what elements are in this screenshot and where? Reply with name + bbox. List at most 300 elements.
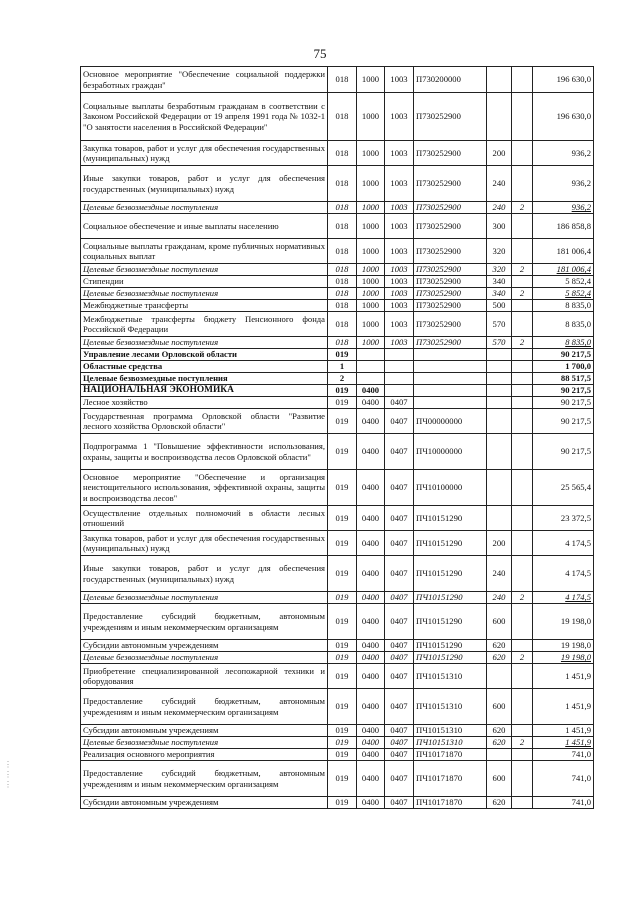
- funding-source-code: [512, 349, 533, 361]
- row-name: Основное мероприятие "Обеспечение и организация неистощительного использования, эффективной охраны, защиты и воспроизводства лесов": [81, 470, 328, 506]
- target-article-code: П730252900: [414, 300, 487, 312]
- target-article-code: ПЧ10151310: [414, 689, 487, 725]
- table-row: [81, 725, 594, 737]
- amount: 19 198,0: [533, 604, 594, 640]
- table-row: [81, 385, 594, 397]
- table-row: [81, 797, 594, 809]
- table-row: [81, 592, 594, 604]
- row-name: Целевые безвозмездные поступления: [81, 652, 328, 664]
- ved-code: 019: [328, 506, 357, 531]
- expense-type-code: 340: [487, 288, 512, 300]
- expense-type-code: [487, 749, 512, 761]
- ved-code: 018: [328, 276, 357, 288]
- ved-code: 019: [328, 640, 357, 652]
- table-row: [81, 434, 594, 470]
- row-name: Предоставление субсидий бюджетным, автономным учреждениям и иным некоммерческим организациям: [81, 604, 328, 640]
- section-code: 0400: [357, 409, 385, 434]
- subsection-code: 0407: [385, 664, 414, 689]
- section-code: 1000: [357, 337, 385, 349]
- subsection-code: 0407: [385, 470, 414, 506]
- table-body: [81, 67, 594, 809]
- target-article-code: ПЧ10151290: [414, 556, 487, 592]
- target-article-code: ПЧ10151310: [414, 737, 487, 749]
- funding-source-code: [512, 689, 533, 725]
- ved-code: 019: [328, 604, 357, 640]
- target-article-code: П730252900: [414, 214, 487, 239]
- expense-type-code: 570: [487, 312, 512, 337]
- table-row: [81, 166, 594, 202]
- table-row: [81, 397, 594, 409]
- funding-source-code: 2: [512, 288, 533, 300]
- subsection-code: 1003: [385, 276, 414, 288]
- amount: 90 217,5: [533, 434, 594, 470]
- table-row: [81, 556, 594, 592]
- section-code: 0400: [357, 725, 385, 737]
- amount: 196 630,0: [533, 93, 594, 141]
- row-name: Управление лесами Орловской области: [81, 349, 328, 361]
- target-article-code: ПЧ10151290: [414, 640, 487, 652]
- ved-code: 018: [328, 288, 357, 300]
- ved-code: 018: [328, 337, 357, 349]
- table-row: [81, 141, 594, 166]
- expense-type-code: 600: [487, 689, 512, 725]
- target-article-code: ПЧ10171870: [414, 761, 487, 797]
- section-code: 1000: [357, 264, 385, 276]
- expense-type-code: 240: [487, 202, 512, 214]
- funding-source-code: 2: [512, 737, 533, 749]
- ved-code: 019: [328, 349, 357, 361]
- expense-type-code: [487, 361, 512, 373]
- amount: 8 835,0: [533, 337, 594, 349]
- target-article-code: ПЧ10000000: [414, 434, 487, 470]
- funding-source-code: 2: [512, 202, 533, 214]
- amount: 4 174,5: [533, 531, 594, 556]
- amount: 90 217,5: [533, 349, 594, 361]
- row-name: Предоставление субсидий бюджетным, автономным учреждениям и иным некоммерческим организациям: [81, 689, 328, 725]
- table-row: [81, 470, 594, 506]
- section-code: 0400: [357, 604, 385, 640]
- subsection-code: 0407: [385, 506, 414, 531]
- amount: 19 198,0: [533, 640, 594, 652]
- row-name: Иные закупки товаров, работ и услуг для обеспечения государственных (муниципальных) нужд: [81, 166, 328, 202]
- ved-code: 019: [328, 797, 357, 809]
- section-code: 0400: [357, 749, 385, 761]
- row-name: Стипендии: [81, 276, 328, 288]
- target-article-code: ПЧ10171870: [414, 797, 487, 809]
- funding-source-code: [512, 556, 533, 592]
- funding-source-code: [512, 797, 533, 809]
- row-name: Закупка товаров, работ и услуг для обеспечения государственных (муниципальных) нужд: [81, 531, 328, 556]
- expense-type-code: 620: [487, 737, 512, 749]
- funding-source-code: [512, 506, 533, 531]
- funding-source-code: [512, 397, 533, 409]
- funding-source-code: [512, 761, 533, 797]
- funding-source-code: [512, 409, 533, 434]
- subsection-code: [385, 349, 414, 361]
- ved-code: 018: [328, 67, 357, 93]
- section-code: 0400: [357, 797, 385, 809]
- section-code: 0400: [357, 531, 385, 556]
- target-article-code: ПЧ10151290: [414, 652, 487, 664]
- amount: 741,0: [533, 749, 594, 761]
- amount: 5 852,4: [533, 288, 594, 300]
- ved-code: 019: [328, 761, 357, 797]
- funding-source-code: [512, 749, 533, 761]
- section-code: 1000: [357, 300, 385, 312]
- row-name: Целевые безвозмездные поступления: [81, 592, 328, 604]
- funding-source-code: [512, 214, 533, 239]
- table-row: [81, 749, 594, 761]
- funding-source-code: [512, 361, 533, 373]
- expense-type-code: [487, 385, 512, 397]
- section-code: 0400: [357, 397, 385, 409]
- amount: 88 517,5: [533, 373, 594, 385]
- subsection-code: 1003: [385, 93, 414, 141]
- target-article-code: ПЧ10171870: [414, 749, 487, 761]
- funding-source-code: [512, 93, 533, 141]
- amount: 1 451,9: [533, 737, 594, 749]
- row-name: Лесное хозяйство: [81, 397, 328, 409]
- section-code: 0400: [357, 434, 385, 470]
- section-code: 0400: [357, 592, 385, 604]
- funding-source-code: [512, 664, 533, 689]
- table-row: [81, 288, 594, 300]
- funding-source-code: [512, 640, 533, 652]
- subsection-code: 0407: [385, 749, 414, 761]
- subsection-code: 0407: [385, 689, 414, 725]
- funding-source-code: [512, 239, 533, 264]
- funding-source-code: [512, 373, 533, 385]
- row-name: Целевые безвозмездные поступления: [81, 264, 328, 276]
- expense-type-code: [487, 373, 512, 385]
- target-article-code: П730252900: [414, 264, 487, 276]
- funding-source-code: 2: [512, 337, 533, 349]
- table-row: [81, 373, 594, 385]
- target-article-code: П730252900: [414, 276, 487, 288]
- section-code: 0400: [357, 470, 385, 506]
- table-row: [81, 264, 594, 276]
- expense-type-code: 620: [487, 725, 512, 737]
- table-row: [81, 361, 594, 373]
- table-row: [81, 640, 594, 652]
- subsection-code: 0407: [385, 531, 414, 556]
- amount: 25 565,4: [533, 470, 594, 506]
- row-name: Государственная программа Орловской области "Развитие лесного хозяйства Орловской области": [81, 409, 328, 434]
- section-code: 0400: [357, 664, 385, 689]
- ved-code: 019: [328, 664, 357, 689]
- section-code: [357, 373, 385, 385]
- target-article-code: ПЧ10151310: [414, 725, 487, 737]
- subsection-code: 0407: [385, 397, 414, 409]
- table-row: [81, 689, 594, 725]
- target-article-code: ПЧ00000000: [414, 409, 487, 434]
- expense-type-code: 620: [487, 640, 512, 652]
- ved-code: 019: [328, 689, 357, 725]
- amount: 4 174,5: [533, 592, 594, 604]
- target-article-code: ПЧ10151290: [414, 592, 487, 604]
- row-name: Межбюджетные трансферты бюджету Пенсионного фонда Российской Федерации: [81, 312, 328, 337]
- section-code: 1000: [357, 239, 385, 264]
- section-code: 1000: [357, 93, 385, 141]
- ved-code: 019: [328, 556, 357, 592]
- subsection-code: 0407: [385, 592, 414, 604]
- subsection-code: 1003: [385, 288, 414, 300]
- amount: 181 006,4: [533, 264, 594, 276]
- table-row: [81, 202, 594, 214]
- section-code: 1000: [357, 67, 385, 93]
- expense-type-code: 200: [487, 531, 512, 556]
- subsection-code: 0407: [385, 409, 414, 434]
- ved-code: 018: [328, 312, 357, 337]
- target-article-code: П730252900: [414, 93, 487, 141]
- expense-type-code: 320: [487, 239, 512, 264]
- ved-code: 018: [328, 264, 357, 276]
- section-code: [357, 349, 385, 361]
- row-name: Осуществление отдельных полномочий в области лесных отношений: [81, 506, 328, 531]
- amount: 1 451,9: [533, 664, 594, 689]
- expense-type-code: 620: [487, 797, 512, 809]
- amount: 4 174,5: [533, 556, 594, 592]
- table-row: [81, 312, 594, 337]
- row-name: Приобретение специализированной лесопожарной техники и оборудования: [81, 664, 328, 689]
- target-article-code: ПЧ10151290: [414, 531, 487, 556]
- expense-type-code: 240: [487, 556, 512, 592]
- target-article-code: П730252900: [414, 239, 487, 264]
- subsection-code: [385, 361, 414, 373]
- subsection-code: 1003: [385, 214, 414, 239]
- expense-type-code: 300: [487, 214, 512, 239]
- ved-code: 019: [328, 434, 357, 470]
- expense-type-code: [487, 93, 512, 141]
- funding-source-code: [512, 385, 533, 397]
- subsection-code: 1003: [385, 202, 414, 214]
- funding-source-code: [512, 470, 533, 506]
- row-name: Целевые безвозмездные поступления: [81, 337, 328, 349]
- row-name: Субсидии автономным учреждениям: [81, 640, 328, 652]
- expense-type-code: 320: [487, 264, 512, 276]
- section-code: [357, 361, 385, 373]
- table-row: [81, 409, 594, 434]
- subsection-code: [385, 385, 414, 397]
- section-code: 0400: [357, 761, 385, 797]
- section-code: 1000: [357, 312, 385, 337]
- funding-source-code: 2: [512, 592, 533, 604]
- target-article-code: ПЧ10151310: [414, 664, 487, 689]
- amount: 1 451,9: [533, 689, 594, 725]
- expense-type-code: 570: [487, 337, 512, 349]
- row-name: Социальные выплаты гражданам, кроме публичных нормативных социальных выплат: [81, 239, 328, 264]
- expense-type-code: 620: [487, 652, 512, 664]
- section-code: 1000: [357, 288, 385, 300]
- target-article-code: [414, 361, 487, 373]
- amount: 181 006,4: [533, 239, 594, 264]
- target-article-code: [414, 397, 487, 409]
- funding-source-code: [512, 725, 533, 737]
- target-article-code: [414, 385, 487, 397]
- section-code: 1000: [357, 166, 385, 202]
- section-code: 1000: [357, 202, 385, 214]
- table-row: [81, 737, 594, 749]
- target-article-code: П730252900: [414, 312, 487, 337]
- amount: 186 858,8: [533, 214, 594, 239]
- target-article-code: П730200000: [414, 67, 487, 93]
- target-article-code: ПЧ10151290: [414, 604, 487, 640]
- section-code: 0400: [357, 506, 385, 531]
- expense-type-code: [487, 67, 512, 93]
- ved-code: 018: [328, 300, 357, 312]
- row-name: Целевые безвозмездные поступления: [81, 288, 328, 300]
- subsection-code: 0407: [385, 652, 414, 664]
- expense-type-code: 500: [487, 300, 512, 312]
- row-name: Предоставление субсидий бюджетным, автономным учреждениям и иным некоммерческим организациям: [81, 761, 328, 797]
- table-row: [81, 239, 594, 264]
- subsection-code: 1003: [385, 337, 414, 349]
- funding-source-code: [512, 434, 533, 470]
- amount: 1 451,9: [533, 725, 594, 737]
- expense-type-code: 600: [487, 604, 512, 640]
- row-name: Подпрограмма 1 "Повышение эффективности использования, охраны, защиты и воспроизводства лесов Орловской области": [81, 434, 328, 470]
- ved-code: 019: [328, 725, 357, 737]
- table-row: [81, 214, 594, 239]
- row-name: Целевые безвозмездные поступления: [81, 373, 328, 385]
- expense-type-code: 200: [487, 141, 512, 166]
- subsection-code: 0407: [385, 556, 414, 592]
- ved-code: 018: [328, 202, 357, 214]
- table-row: [81, 531, 594, 556]
- amount: 19 198,0: [533, 652, 594, 664]
- ved-code: 019: [328, 749, 357, 761]
- table-row: [81, 300, 594, 312]
- funding-source-code: [512, 166, 533, 202]
- subsection-code: 0407: [385, 604, 414, 640]
- section-code: 1000: [357, 141, 385, 166]
- amount: 936,2: [533, 141, 594, 166]
- table-row: [81, 761, 594, 797]
- subsection-code: [385, 373, 414, 385]
- ved-code: 1: [328, 361, 357, 373]
- row-name: Закупка товаров, работ и услуг для обеспечения государственных (муниципальных) нужд: [81, 141, 328, 166]
- funding-source-code: [512, 604, 533, 640]
- funding-source-code: [512, 312, 533, 337]
- target-article-code: П730252900: [414, 166, 487, 202]
- table-row: [81, 67, 594, 93]
- budget-table: [80, 66, 594, 809]
- target-article-code: ПЧ10100000: [414, 470, 487, 506]
- subsection-code: 1003: [385, 264, 414, 276]
- funding-source-code: [512, 141, 533, 166]
- table-row: [81, 93, 594, 141]
- target-article-code: ПЧ10151290: [414, 506, 487, 531]
- section-code: 1000: [357, 214, 385, 239]
- expense-type-code: 240: [487, 592, 512, 604]
- ved-code: 018: [328, 214, 357, 239]
- section-code: 0400: [357, 640, 385, 652]
- expense-type-code: [487, 470, 512, 506]
- row-name: Субсидии автономным учреждениям: [81, 725, 328, 737]
- target-article-code: П730252900: [414, 288, 487, 300]
- row-name: Основное мероприятие "Обеспечение социальной поддержки безработных граждан": [81, 67, 328, 93]
- margin-marks: ⋮ ⋮ ⋮: [4, 760, 12, 789]
- ved-code: 019: [328, 592, 357, 604]
- amount: 90 217,5: [533, 385, 594, 397]
- amount: 90 217,5: [533, 409, 594, 434]
- ved-code: 019: [328, 409, 357, 434]
- subsection-code: 0407: [385, 761, 414, 797]
- target-article-code: [414, 349, 487, 361]
- target-article-code: П730252900: [414, 337, 487, 349]
- row-name: Социальные выплаты безработным гражданам в соответствии с Законом Российской Федерации от 19 апреля 1991 года № 1032-1 "О занятости населения в Российской Федерации": [81, 93, 328, 141]
- expense-type-code: [487, 397, 512, 409]
- row-name: Целевые безвозмездные поступления: [81, 737, 328, 749]
- ved-code: 019: [328, 397, 357, 409]
- subsection-code: 1003: [385, 312, 414, 337]
- expense-type-code: 600: [487, 761, 512, 797]
- table-row: [81, 349, 594, 361]
- ved-code: 018: [328, 239, 357, 264]
- amount: 8 835,0: [533, 312, 594, 337]
- subsection-code: 0407: [385, 725, 414, 737]
- subsection-code: 1003: [385, 67, 414, 93]
- funding-source-code: [512, 300, 533, 312]
- table-row: [81, 276, 594, 288]
- amount: 5 852,4: [533, 276, 594, 288]
- section-code: 0400: [357, 652, 385, 664]
- ved-code: 019: [328, 385, 357, 397]
- subsection-code: 0407: [385, 737, 414, 749]
- ved-code: 019: [328, 652, 357, 664]
- section-code: 0400: [357, 737, 385, 749]
- amount: 196 630,0: [533, 67, 594, 93]
- table-row: [81, 664, 594, 689]
- row-name: Реализация основного мероприятия: [81, 749, 328, 761]
- section-code: 0400: [357, 689, 385, 725]
- amount: 1 700,0: [533, 361, 594, 373]
- target-article-code: П730252900: [414, 141, 487, 166]
- amount: 741,0: [533, 761, 594, 797]
- target-article-code: П730252900: [414, 202, 487, 214]
- amount: 936,2: [533, 166, 594, 202]
- subsection-code: 1003: [385, 300, 414, 312]
- section-code: 0400: [357, 556, 385, 592]
- ved-code: 2: [328, 373, 357, 385]
- row-name: Субсидии автономным учреждениям: [81, 797, 328, 809]
- target-article-code: [414, 373, 487, 385]
- expense-type-code: [487, 434, 512, 470]
- row-name: Целевые безвозмездные поступления: [81, 202, 328, 214]
- table-row: [81, 652, 594, 664]
- subsection-code: 0407: [385, 640, 414, 652]
- row-name: Межбюджетные трансферты: [81, 300, 328, 312]
- funding-source-code: 2: [512, 652, 533, 664]
- subsection-code: 1003: [385, 166, 414, 202]
- page-number: 75: [313, 46, 327, 61]
- amount: 23 372,5: [533, 506, 594, 531]
- amount: 936,2: [533, 202, 594, 214]
- subsection-code: 0407: [385, 797, 414, 809]
- ved-code: 019: [328, 531, 357, 556]
- table-row: [81, 337, 594, 349]
- funding-source-code: [512, 67, 533, 93]
- ved-code: 019: [328, 470, 357, 506]
- expense-type-code: [487, 349, 512, 361]
- expense-type-code: 240: [487, 166, 512, 202]
- section-code: 0400: [357, 385, 385, 397]
- amount: 741,0: [533, 797, 594, 809]
- table-row: [81, 506, 594, 531]
- funding-source-code: 2: [512, 264, 533, 276]
- table-row: [81, 604, 594, 640]
- subsection-code: 1003: [385, 239, 414, 264]
